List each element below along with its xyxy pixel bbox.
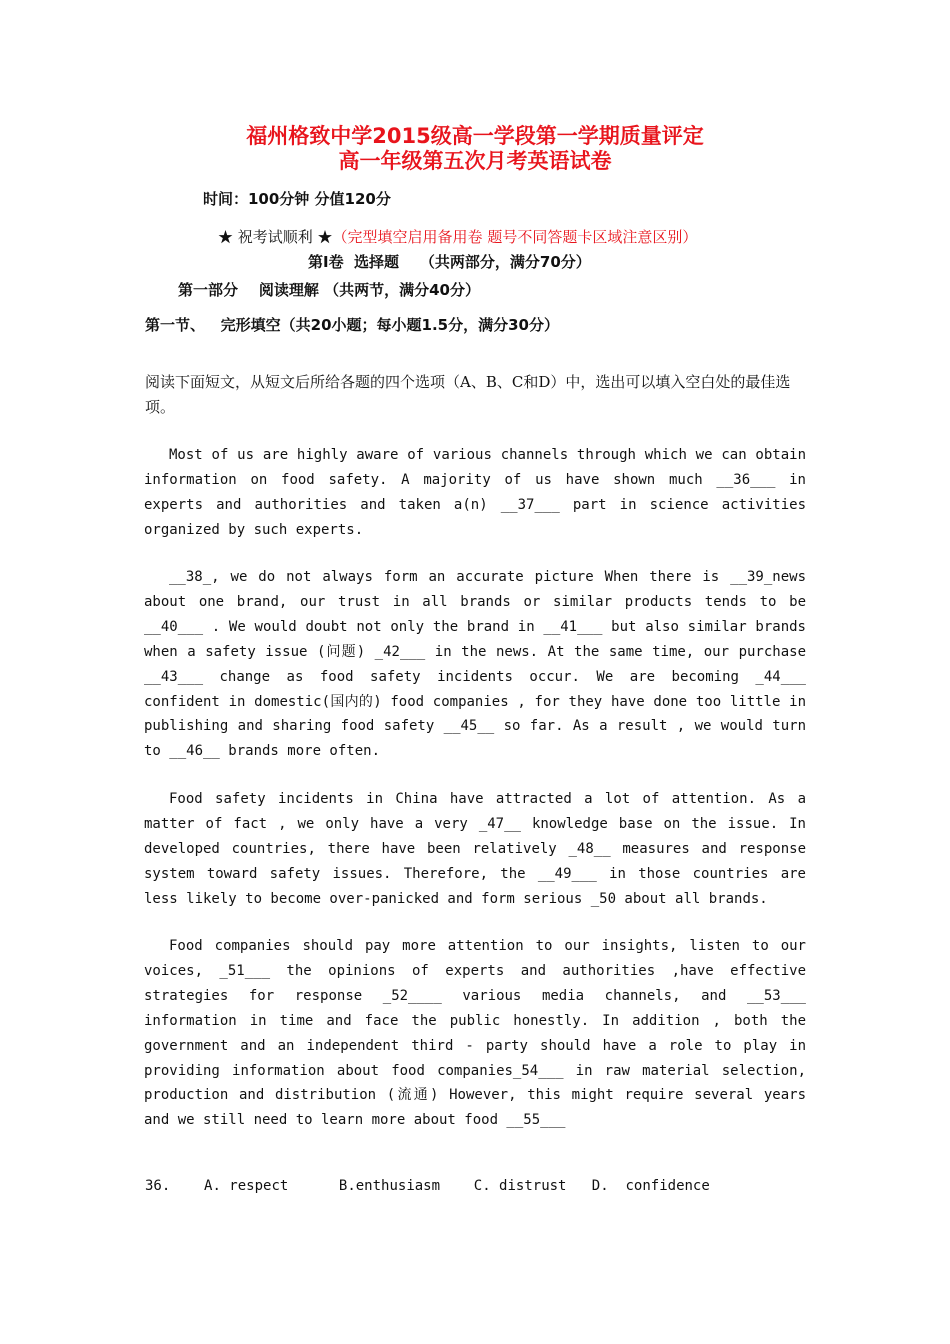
question-number: 36. [145, 1178, 171, 1194]
passage-paragraph-1: Most of us are highly aware of various channels through which we can obtain information on food safety. A majority of us have shown much __36___ in experts and authorities and taken a(n) __37___ part in science activities organized by such experts. [144, 447, 806, 538]
section-heading: 第一节、 完形填空（共20小题；每小题1.5分，满分30分） [145, 316, 559, 334]
instructions: 阅读下面短文，从短文后所给各题的四个选项（A、B、C和D）中，选出可以填入空白处的最佳选项。 [145, 373, 791, 416]
backup-paper-note: （完型填空启用备用卷 题号不同答题卡区域注意区别） [332, 228, 698, 246]
exam-title-line1: 福州格致中学2015级高一学段第一学期质量评定 [246, 124, 704, 148]
option-a: A. respect [204, 1178, 289, 1194]
part-heading: 第一部分 阅读理解 （共两节，满分40分） [178, 281, 480, 299]
passage-paragraph-4: Food companies should pay more attention to our insights, listen to our voices, _51___ the opinions of experts and authorities ,have effective strategies for response _52____ various media channels, and __53___ information in time and face the public honestly. In addition , both the government and an independent third - party should have a role to play in providing information about food companies_54___ in raw material selection, production and distribution (流通) However, this might require several years and we still need to learn more about food __55___ [144, 938, 806, 1129]
exam-time-info: 时间：100分钟 分值120分 [203, 190, 391, 208]
exam-title-line2: 高一年级第五次月考英语试卷 [338, 149, 612, 173]
wish-text: ★ 祝考试顺利 ★ [218, 228, 333, 246]
option-c: C. distrust [473, 1178, 567, 1194]
passage-paragraph-3: Food safety incidents in China have attracted a lot of attention. As a matter of fact , we only have a very _47__ knowledge base on the issue. In developed countries, there have been relatively _48__ measures and response system toward safety issues. Therefore, the __49___ in those countries are less likely to become over-panicked and form serious _50 about all brands. [144, 791, 806, 907]
wish-line [218, 226, 697, 247]
question-36 [145, 1178, 710, 1194]
volume-heading: 第Ⅰ卷 选择题 （共两部分，满分70分） [308, 253, 591, 271]
passage-paragraph-2: __38_, we do not always form an accurate picture When there is __39_news about one brand, our trust in all brands or similar products tends to be __40___ . We would doubt not only the brand in __41___ but also similar brands when a safety issue (问题) _42___ in the news. At the same time, our purchase __43___ change as food safety incidents occur. We are becoming _44___ confident in domestic(国内的) food companies , for they have done too little in publishing and sharing food safety __45__ so far. As a result , we would turn to __46__ brands more often. [144, 569, 806, 760]
option-d: D. confidence [591, 1178, 710, 1194]
option-b: B.enthusiasm [338, 1178, 441, 1194]
